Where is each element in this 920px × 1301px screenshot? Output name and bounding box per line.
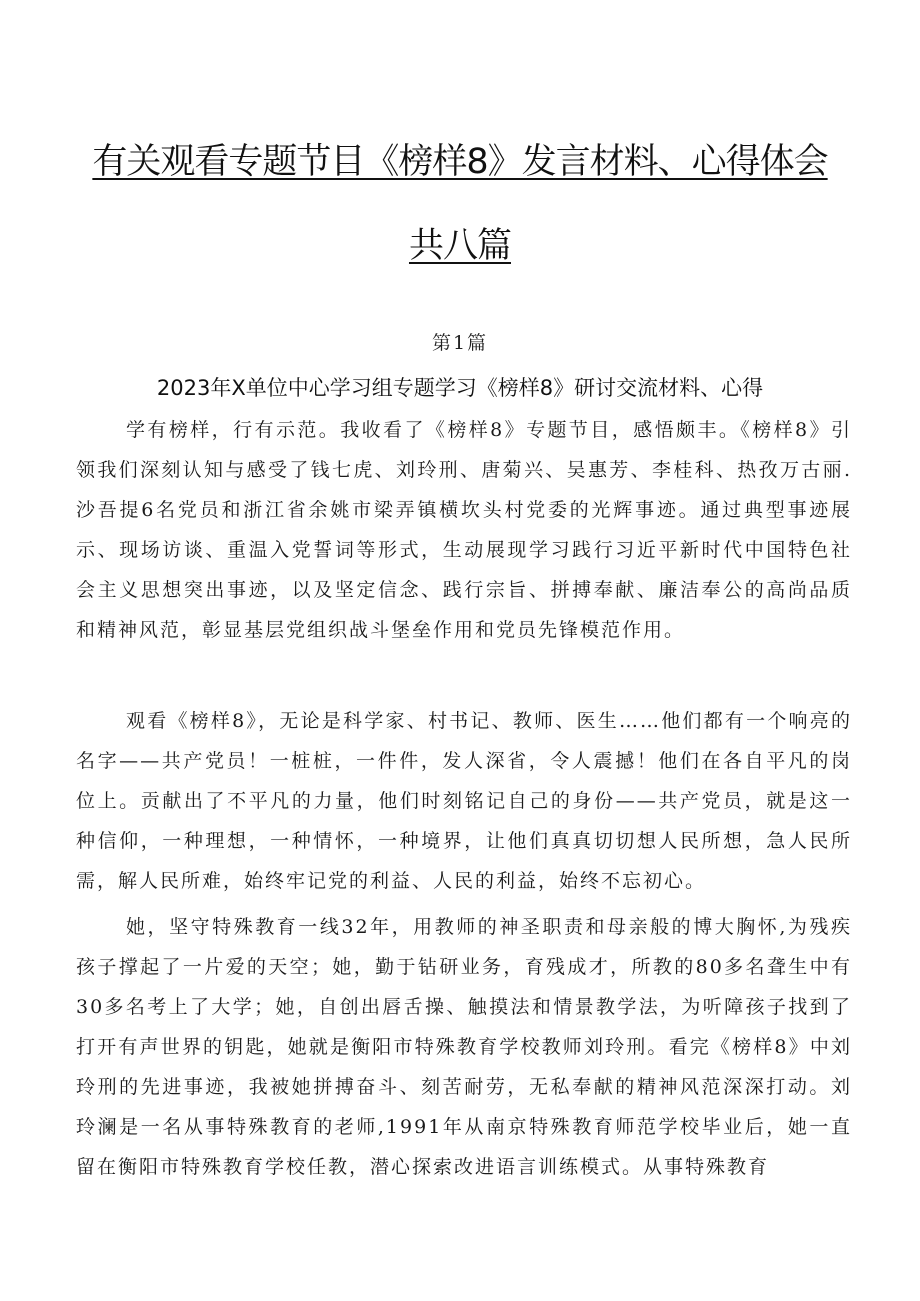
paragraph-1: 学有榜样，行有示范。我收看了《榜样8》专题节目，感悟颇丰。《榜样8》引领我们深刻认知与感受了钱七虎、刘玲刑、唐菊兴、吴惠芳、李桂科、热孜万古丽.沙吾提6名党员和浙江省余姚市梁弄镇横坎头村党委的光辉事迹。通过典型事迹展示、现场访谈、重温入党誓词等形式，生动展现学习践行习近平新时代中国特色社会主义思想突出事迹，以及坚定信念、践行宗旨、拼搏奉献、廉洁奉公的高尚品质和精神风范，彰显基层党组织战斗堡垒作用和党员先锋模范作用。 (76, 419, 852, 641)
document-title-line-2: 共八篇 (408, 226, 511, 266)
section-label: 第1篇 (431, 332, 489, 354)
paragraph-2: 观看《榜样8》，无论是科学家、村书记、教师、医生……他们都有一个响亮的名字——共产党员！一桩桩，一件件，发人深省，令人震撼！他们在各自平凡的岗位上。贡献出了不平凡的力量，他们时刻铭记自己的身份——共产党员，就是这一种信仰，一种理想，一种情怀，一种境界，让他们真真切切想人民所想，急人民所需，解人民所难，始终牢记党的利益、人民的利益，始终不忘初心。 (76, 710, 852, 892)
paragraph-3: 她，坚守特殊教育一线32年，用教师的神圣职责和母亲般的博大胸怀,为残疾孩子撑起了一片爱的天空；她，勤于钻研业务，育残成才，所教的80多名聋生中有30多名考上了大学；她，自创出唇舌操、触摸法和情景教学法，为听障孩子找到了打开有声世界的钥匙，她就是衡阳市特殊教育学校教师刘玲刑。看完《榜样8》中刘玲刑的先进事迹，我被她拼搏奋斗、刻苦耐劳，无私奉献的精神风范深深打动。刘玲澜是一名从事特殊教育的老师,1991年从南京特殊教育师范学校毕业后，她一直留在衡阳市特殊教育学校任教，潜心探索改进语言训练模式。从事特殊教育 (76, 916, 852, 1178)
section-subtitle: 2023年X单位中心学习组专题学习《榜样8》研讨交流材料、心得 (156, 376, 764, 400)
document-title-line-1: 有关观看专题节目《榜样8》发言材料、心得体会 (92, 142, 828, 182)
